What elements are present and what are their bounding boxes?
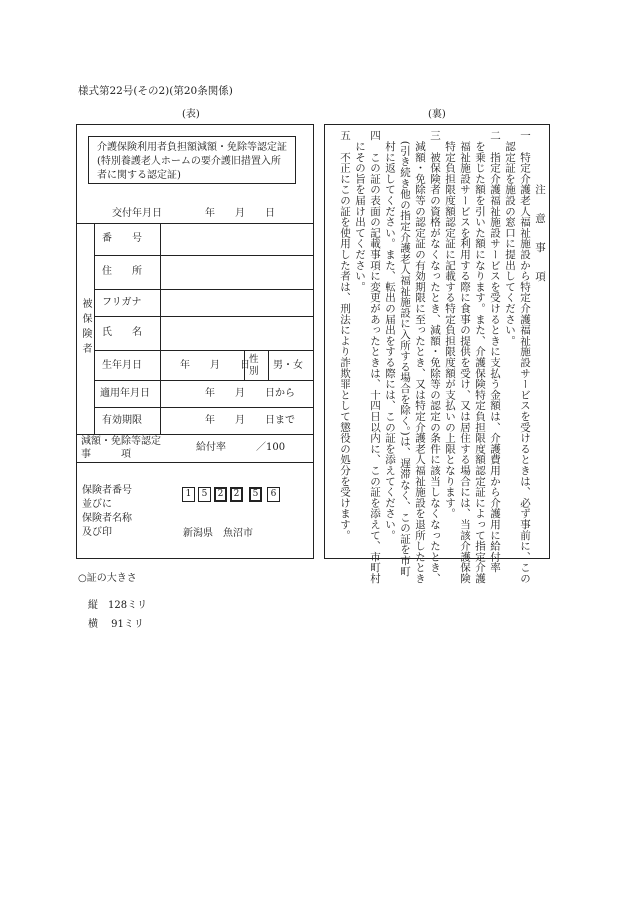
birth-value: 年 月 日: [180, 360, 250, 371]
row-line: [94, 407, 314, 408]
number-label: 番 号: [102, 233, 142, 244]
payment-rate: 給付率 ／100: [196, 442, 286, 453]
insurer-digit: 5: [198, 487, 211, 502]
table-top-line: [76, 223, 314, 224]
cert-title-box: [88, 136, 296, 184]
cert-title-line-3: 者に関する認定証): [97, 170, 181, 181]
issue-date-label: 交付年月日: [112, 208, 162, 219]
size-width: 横 91ミリ: [88, 619, 144, 630]
row-line: [94, 316, 314, 317]
furigana-label: フリガナ: [102, 297, 142, 308]
reduction-subject-label: 事 項: [81, 449, 131, 460]
front-side-label: (表): [182, 109, 200, 120]
insurer-digit: 6: [267, 487, 280, 502]
insurer-digit: 2: [214, 487, 227, 502]
note-4: 四 この証の表面の記載事項に変更があったときは、十四日以内に、この証を添えて、市町村 にその旨を届け出てください。: [354, 130, 381, 584]
row-line: [94, 289, 314, 290]
note-5: 五 不正にこの証を使用した者は、刑法により詐欺罪として懲役の処分を受けます。: [339, 130, 351, 541]
notes-heading: 注 意 事 項: [534, 184, 546, 286]
form-title: 様式第22号(その2)(第20条関係): [78, 85, 233, 97]
row-line: [76, 462, 314, 463]
birth-label: 生年月日: [102, 360, 142, 371]
insured-label: 被保険者: [80, 298, 91, 358]
row-line: [94, 350, 314, 351]
name-label: 氏 名: [102, 327, 142, 338]
size-title: ○証の大きさ: [78, 573, 137, 584]
insurer-label-3: 保険者名称: [82, 513, 132, 524]
insurer-digit: 1: [182, 487, 195, 502]
address-label: 住 所: [102, 266, 142, 277]
row-line: [94, 255, 314, 256]
note-1: 一 特定介護老人福祉施設から特定介護福祉施設サービスを受けるときは、必ず事前に、この 認定証を施設の窓口に提出してください。: [504, 130, 531, 584]
start-value: 年 月 日から: [205, 388, 295, 399]
start-label: 適用年月日: [100, 388, 150, 399]
note-2: 二 指定介護福祉施設サービスを受けるときに支払う金額は、介護費用から介護用に給付率 を乗じた額を引いた額になります。また、介護保険特定負担限度額認定証によって指定介護 福祉施設サービスを利用する際に食事の提供を受け、又は居住する場合には、当該介護保険 特定負担限度額認定証に記載する特定負担限度額が支払いの上限となります。: [444, 130, 501, 584]
insurer-digit: 5: [249, 487, 262, 502]
expiry-value: 年 月 日まで: [205, 415, 295, 426]
issue-date-value: 年 月 日: [205, 208, 275, 219]
insurer-name: 新潟県 魚沼市: [183, 528, 253, 539]
row-line: [94, 380, 314, 381]
insurer-label-4: 及び印: [82, 527, 112, 538]
sex-value: 男・女: [273, 360, 303, 371]
sex-label: 性別: [249, 354, 259, 377]
row-line: [76, 434, 314, 435]
expiry-label: 有効期限: [102, 415, 142, 426]
insurer-label-2: 並びに: [82, 499, 112, 510]
note-3: 三 被保険者の資格がなくなったとき、減額・免除等の認定の条件に該当しなくなったとき、 減額・免除等の認定証の有効期限に至ったとき、又は特定介護老人福祉施設を退所したとき (引き続き他の指定介護老人福祉施設に入所する場合を除く。)は、遅滞なく、この証を市町 村に返してください。また、転出の届出をする際には、この証を添えてください。: [384, 130, 441, 584]
cert-title-line-2: (特別養護老人ホームの要介護旧措置入所: [97, 156, 281, 167]
size-height: 縦 128ミリ: [88, 600, 148, 611]
insurer-digit: 2: [230, 487, 243, 502]
back-side-label: (裏): [428, 109, 446, 120]
insurer-label-1: 保険者番号: [82, 485, 132, 496]
cert-title-line-1: 介護保険利用者負担額減額・免除等認定証: [97, 142, 287, 153]
reduction-label: 減額・免除等認定: [81, 436, 161, 447]
sex-column-line: [268, 350, 269, 380]
